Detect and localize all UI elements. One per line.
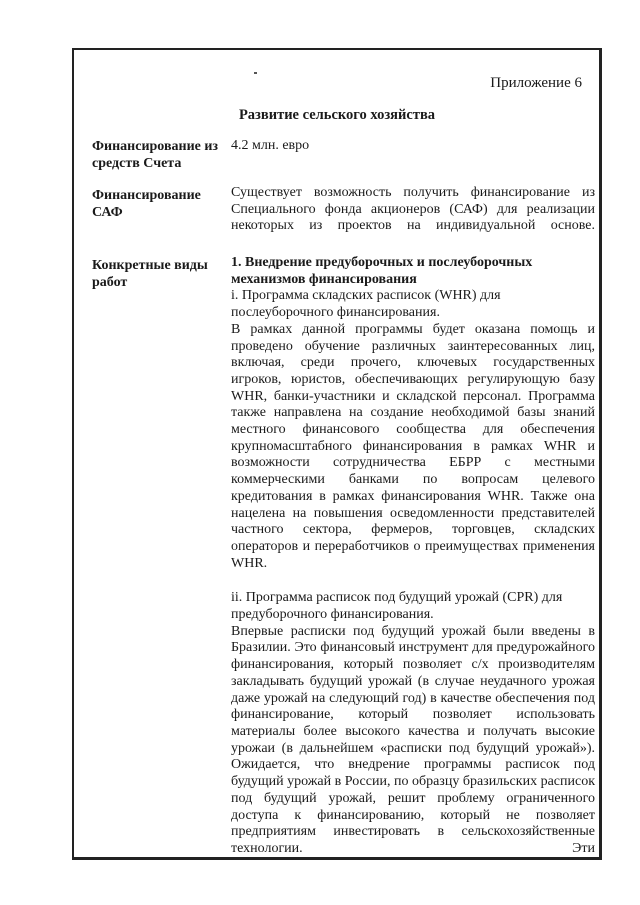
row-value-saf-financing xyxy=(231,185,595,235)
row-value-specific-works xyxy=(231,255,595,858)
row-value-account-financing: 4.2 млн. евро xyxy=(231,138,310,153)
row-label-account-financing: Финансирование из средств Счета xyxy=(92,139,219,171)
scan-speck xyxy=(254,72,257,74)
item1-body: В рамках данной программы будет оказана помощь и проведено обучение различных заинтересованных лиц, включая, среди прочего, ключевых государственных игроков, юристов, обеспечивающих регулирующую базу WHR, банки-участники и складской персонал. Программа также направлена на создание необходимой базы знаний местного финансового сообщества для обеспечения крупномасштабного финансирования в рамках WHR и возможности сотрудничества ЕБРР с местными коммерческими банками по вопросам целевого кредитования в рамках финансирования WHR. Также она нацелена на повышения осведомленности представителей частного сектора, фермеров, торговцев, складских операторов и переработчиков о преимуществах применения WHR. xyxy=(231,321,595,571)
appendix-label: Приложение 6 xyxy=(490,75,582,91)
works-heading: 1. Внедрение предуборочных и послеуборочных механизмов финансирования xyxy=(231,255,533,287)
item1-title: i. Программа складских расписок (WHR) для послеуборочного финансирования. xyxy=(231,288,501,321)
item2-title: ii. Программа расписок под будущий урожай (CPR) для предуборочного финансирования. xyxy=(231,590,563,623)
row-label-specific-works: Конкретные виды работ xyxy=(92,258,208,290)
row-label-saf-financing: Финансирование САФ xyxy=(92,188,201,220)
saf-financing-text: Существует возможность получить финансирование из Специального фонда акционеров (САФ) для реализации некоторых из проектов на индивидуальной основе. xyxy=(231,185,595,234)
page-title: Развитие сельского хозяйства xyxy=(238,107,436,123)
item2-body: Впервые расписки под будущий урожай были введены в Бразилии. Это финансовый инструмент для предурожайного финансирования, который позволяет с/х производителям закладывать будущий урожай (в случае неудачного урожая даже урожай на следующий год) в качестве обеспечения под финансирование, который позволяет использовать материалы более высокого качества и получать высокие урожаи (в дальнейшем «расписки под будущий урожай»). Ожидается, что внедрение программы расписок под будущий урожай в России, по образцу бразильских расписок под будущий урожай, решит проблему ограниченного доступа к финансированию, который не позволяет предприятиям инвестировать в сельскохозяйственные технологии. Эти xyxy=(231,623,595,856)
